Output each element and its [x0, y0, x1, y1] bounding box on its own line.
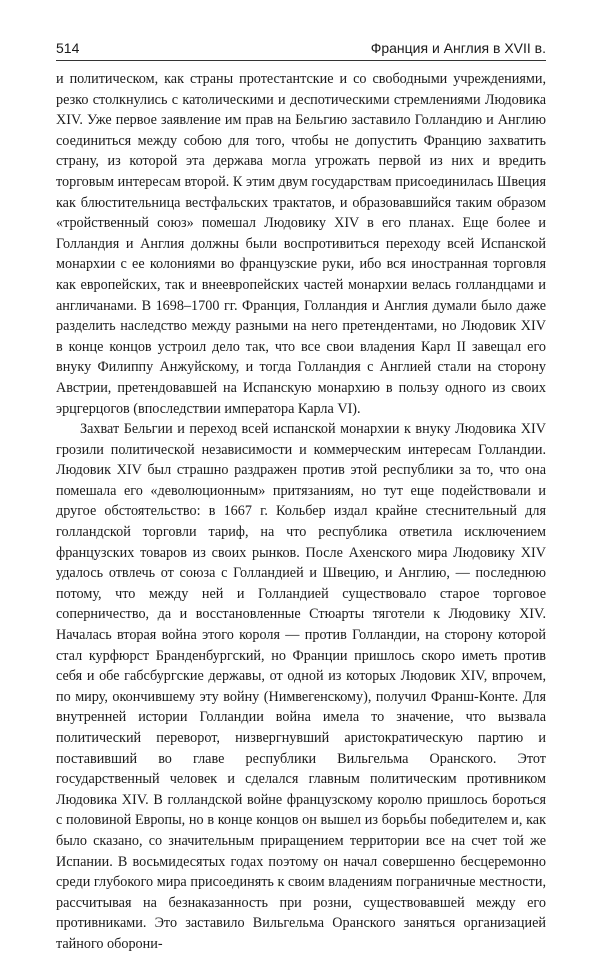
paragraph-1: и политическом, как страны протестантские и со свободными учреждениями, резко столкнулись с католическими и деспотическими стремлениями Людовика XIV. Уже первое заявление им прав на Бельгию заставило Голландию и Англию соединиться между собою для того, чтобы не допустить Францию захватить страну, из которой эта держава могла угрожать первой из них и вредить торговым интересам второй. К этим двум государствам присоединилась Швеция как блюстительница вестфальских трактатов, и образовавшийся таким образом «тройственный союз» помешал Людовику XIV в его планах. Еще более и Голландия и Англия должны были воспротивиться переходу всей Испанской монархии с ее колониями во французские руки, ибо вся иностранная торговля как европейских, так и внеевропейских частей монархии велась голландцами и англичанами. В 1698–1700 гг. Франция, Голландия и Англия думали было даже разделить наследство между разными на него претендентами, но Людовик XIV в конце концов устроил дело так, что все свои владения Карл II завещал его внуку Филиппу Анжуйскому, и тогда Голландия с Англией стали на сторону Австрии, претендовавшей на Испанскую монархию в пользу одного из своих эрцгерцогов (впоследствии императора Карла VI).: [56, 71, 546, 417]
paragraph-2: Захват Бельгии и переход всей испанской монархии к внуку Людовика XIV грозили политической независимости и коммерческим интересам Голландии. Людовик XIV был страшно раздражен против этой республики за то, что она помешала его «деволюционным» притязаниям, но тут еще подействовали и другое обстоятельство: в 1667 г. Кольбер издал крайне стеснительный для голландской торговли тариф, на что республика ответила исключением французских товаров из своих рынков. После Ахенского мира Людовику XIV удалось отвлечь от союза с Голландией и Швецию, и Англию, — последнюю потому, что между ней и Голландией существовало старое торговое соперничество, да и восстановленные Стюарты тяготели к Людовику XIV. Началась вторая война этого короля — против Голландии, на сторону которой стал курфюрст Бранденбургский, но Франции пришлось скоро иметь против себя и обе габсбургские державы, от одной из которых Людовик XIV, впрочем, по миру, окончившему эту войну (Нимвегенскому), получил Франш-Конте. Для внутренней истории Голландии война имела то значение, что вызвала политический переворот, низвергнувший аристократическую партию и поставивший во главе республики Вильгельма Оранского. Этот государственный человек и сделался главным политическим противником Людовика XIV. В голландской войне французскому королю пришлось бороться с половиной Европы, но в конце концов он вышел из борьбы победителем и, как было сказано, со значительным приращением территории все на счет той же Испании. В восьмидесятых годах поэтому он начал совершенно бесцеремонно среди глубокого мира присоединять к своим владениям пограничные местности, рассчитывая на безнаказанность при розни, существовавшей между его противниками. Это заставило Вильгельма Оранского заняться организацией тайного оборони-: [56, 421, 546, 952]
page-header: [56, 36, 546, 61]
book-page: [56, 36, 546, 952]
page-number: 514: [56, 40, 80, 56]
running-title: Франция и Англия в XVII в.: [370, 40, 546, 56]
body-text: [56, 69, 546, 955]
